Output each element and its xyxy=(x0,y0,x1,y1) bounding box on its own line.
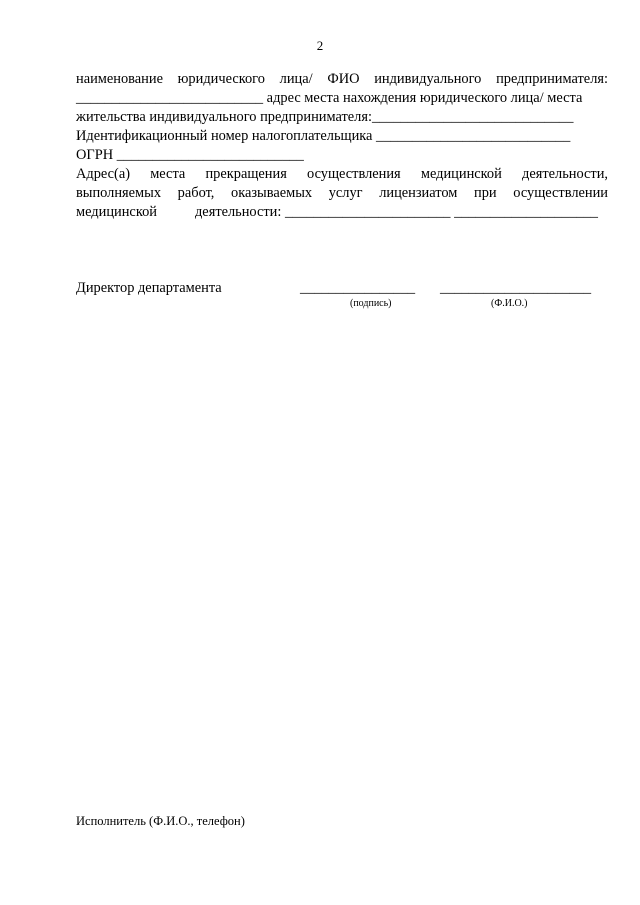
termination-line-2: выполняемых работ, оказываемых услуг лицензиатом при осуществлении xyxy=(76,185,608,201)
signature-caption: (подпись) xyxy=(350,298,392,309)
signature-line: ________________ xyxy=(300,280,416,296)
address-label: адрес места нахождения юридического лица/ места xyxy=(263,90,583,106)
paragraph-owner-details xyxy=(76,70,608,165)
name-caption: (Ф.И.О.) xyxy=(491,298,528,309)
executor-label: Исполнитель (Ф.И.О., телефон) xyxy=(76,814,245,828)
termination-word-medical: медицинской xyxy=(76,204,157,220)
owner-name-blank: __________________________ xyxy=(76,90,264,106)
ogrn-line: ОГРН __________________________ xyxy=(76,147,304,163)
owner-name-line: наименование юридического лица/ ФИО индивидуального предпринимателя: xyxy=(76,71,608,87)
name-line: _____________________ xyxy=(440,280,592,296)
residence-line: жительства индивидуального предпринимателя:____________________________ xyxy=(76,109,574,125)
signature-block xyxy=(76,280,608,320)
owner-address-line xyxy=(76,89,608,108)
termination-line-3 xyxy=(76,203,608,222)
termination-blank: _______________________ ____________________ xyxy=(284,204,598,220)
termination-line-1: Адрес(а) места прекращения осуществления медицинской деятельности, xyxy=(76,166,608,182)
paragraph-termination-address xyxy=(76,165,608,222)
inn-line: Идентификационный номер налогоплательщика ___________________________ xyxy=(76,128,571,144)
director-label: Директор департамента xyxy=(76,280,222,296)
page-number: 2 xyxy=(316,38,324,53)
termination-word-activity: деятельности: xyxy=(194,204,282,220)
